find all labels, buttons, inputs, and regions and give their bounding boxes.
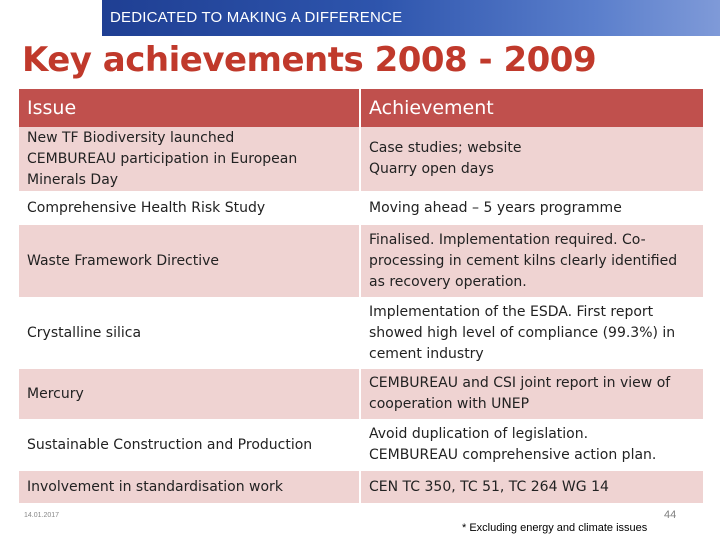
table-row [19, 225, 703, 297]
issue-cell: Crystalline silica [19, 297, 360, 369]
issue-line: CEMBUREAU participation in European Minerals Day [27, 150, 298, 188]
table-row [19, 127, 703, 191]
achievement-line: Quarry open days [369, 161, 494, 177]
achievement-cell: CEMBUREAU and CSI joint report in view of cooperation with UNEP [360, 369, 703, 419]
footer-date: 14.01.2017 [24, 512, 60, 519]
table-header-row [19, 89, 703, 127]
achievement-cell [360, 419, 703, 471]
achievement-line: Case studies; website [369, 140, 522, 156]
banner-text: DEDICATED TO MAKING A DIFFERENCE [110, 9, 403, 26]
issue-cell: Sustainable Construction and Production [19, 419, 360, 471]
header-banner [102, 0, 720, 36]
table-row [19, 191, 703, 225]
achievements-table [19, 89, 703, 503]
footnote: * Excluding energy and climate issues [462, 522, 648, 534]
achievement-cell: Moving ahead – 5 years programme [360, 191, 703, 225]
table-row [19, 471, 703, 503]
achievement-cell: Finalised. Implementation required. Co-processing in cement kilns clearly identified as recovery operation. [360, 225, 703, 297]
page-title: Key achievements 2008 - 2009 [22, 40, 597, 80]
achievement-line: CEMBUREAU comprehensive action plan. [369, 447, 657, 463]
achievement-line: Avoid duplication of legislation. [369, 426, 589, 442]
achievement-cell: Implementation of the ESDA. First report showed high level of compliance (99.3%) in cement industry [360, 297, 703, 369]
column-header-achievement: Achievement [360, 89, 703, 127]
issue-cell: Waste Framework Directive [19, 225, 360, 297]
table-row [19, 369, 703, 419]
table-row [19, 297, 703, 369]
issue-cell: Comprehensive Health Risk Study [19, 191, 360, 225]
achievement-cell: CEN TC 350, TC 51, TC 264 WG 14 [360, 471, 703, 503]
issue-cell: Mercury [19, 369, 360, 419]
issue-line: New TF Biodiversity launched [27, 129, 235, 146]
achievement-cell [360, 127, 703, 191]
page-number: 44 [664, 509, 677, 521]
column-header-issue: Issue [19, 89, 360, 127]
issue-cell [19, 127, 360, 191]
table-row [19, 419, 703, 471]
issue-cell: Involvement in standardisation work [19, 471, 360, 503]
